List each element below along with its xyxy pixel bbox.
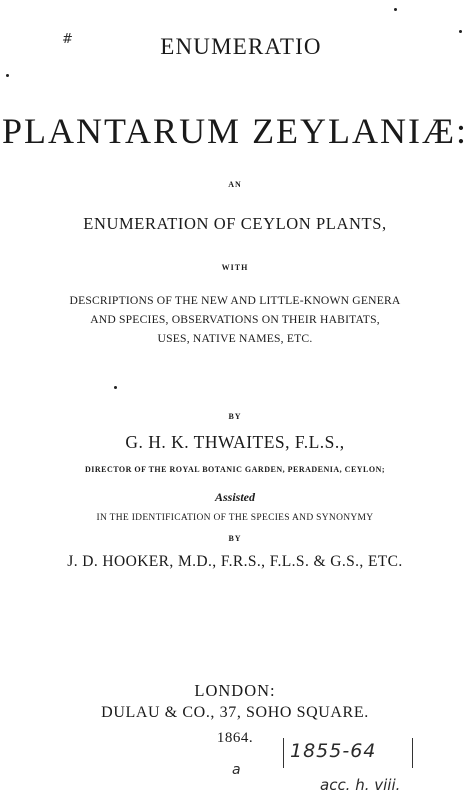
description-line-3: USES, NATIVE NAMES, ETC. (157, 332, 313, 345)
by-label-1: BY (228, 412, 242, 421)
handwritten-mark-top-left: # (62, 32, 73, 47)
ink-speck (394, 8, 397, 11)
ink-speck (6, 74, 9, 77)
by-label-2: BY (228, 534, 242, 543)
subtitle: ENUMERATION OF CEYLON PLANTS, (83, 214, 387, 233)
handwritten-note-a: a (232, 762, 241, 778)
title-line-1: ENUMERATIO (160, 34, 322, 59)
title-line-2: PLANTARUM ZEYLANIÆ: (1, 111, 469, 151)
imprint-city: LONDON: (194, 681, 276, 700)
connector-with: WITH (221, 263, 249, 272)
coauthor-name: J. D. HOOKER, M.D., F.R.S., F.L.S. & G.S., ETC. (67, 553, 403, 570)
imprint-publisher: DULAU & CO., 37, SOHO SQUARE. (101, 704, 369, 721)
assisted-label: Assisted (214, 490, 255, 504)
handwritten-accession-number: 1855-64 (290, 740, 377, 762)
description-line-2: AND SPECIES, OBSERVATIONS ON THEIR HABITATS, (90, 313, 380, 326)
identification-line: IN THE IDENTIFICATION OF THE SPECIES AND SYNONYMY (96, 513, 374, 523)
ink-speck (114, 386, 117, 389)
author-role: DIRECTOR OF THE ROYAL BOTANIC GARDEN, PERADENIA, CEYLON; (84, 465, 386, 474)
handwritten-note-b: acc. h. viii. (320, 776, 401, 794)
ink-speck (459, 30, 462, 33)
imprint-year: 1864. (216, 730, 254, 746)
author-name: G. H. K. THWAITES, F.L.S., (125, 432, 345, 452)
description-line-1: DESCRIPTIONS OF THE NEW AND LITTLE-KNOWN GENERA (69, 294, 401, 307)
connector-an: AN (228, 180, 242, 189)
